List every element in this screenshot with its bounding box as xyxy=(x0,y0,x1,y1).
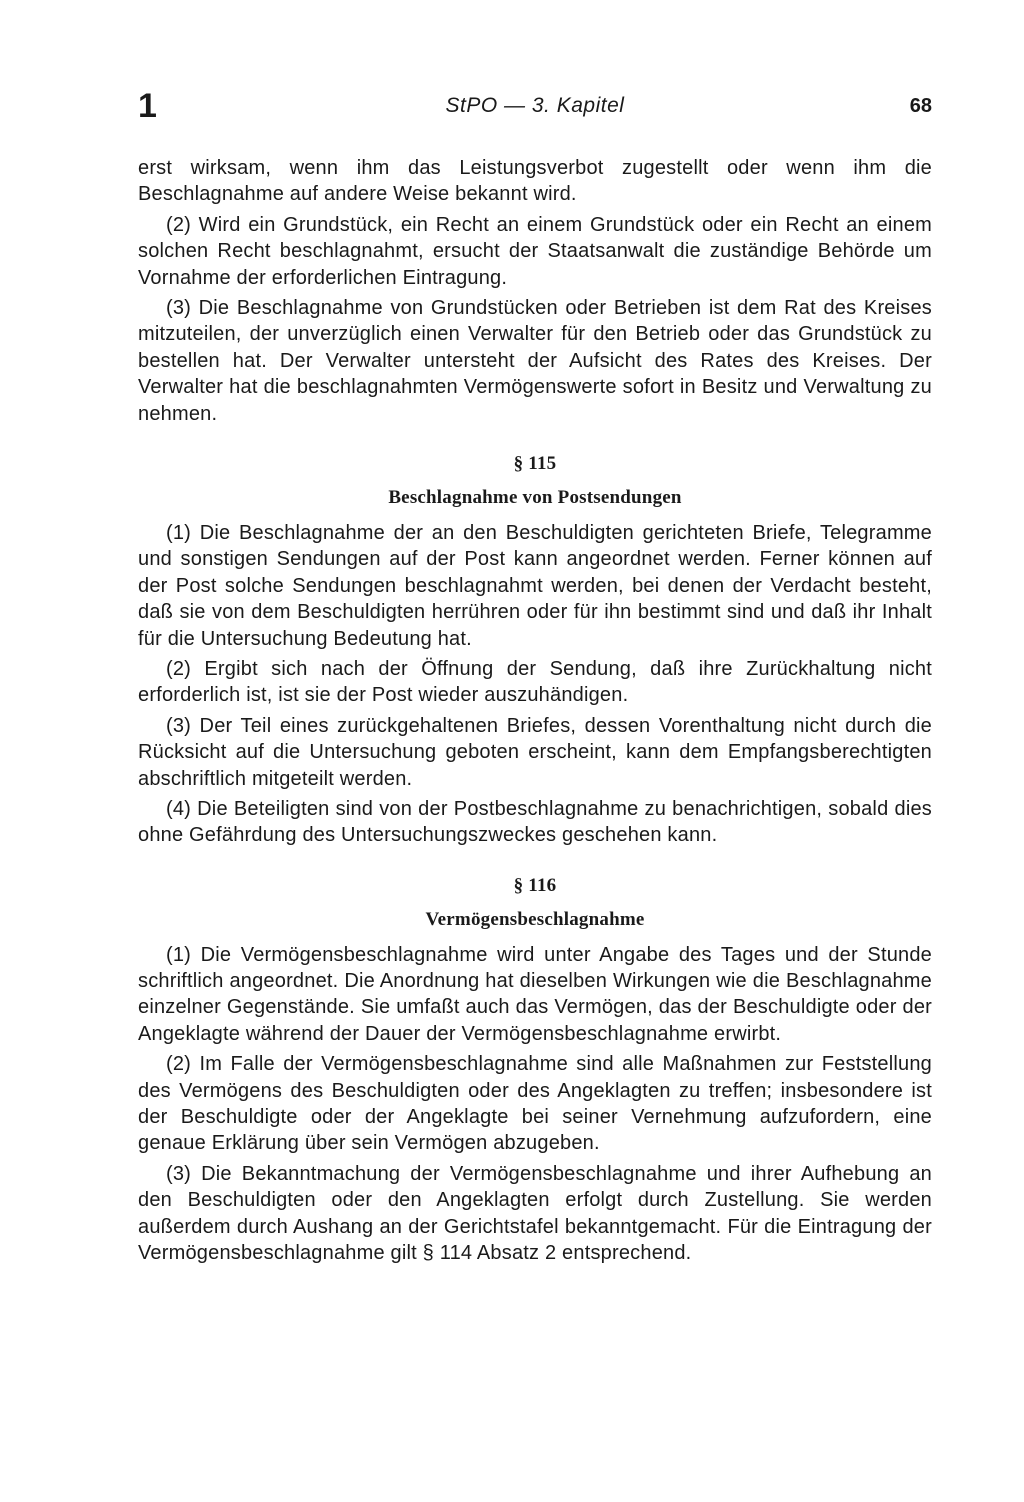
section-116-title: Vermögensbeschlagnahme xyxy=(425,909,645,931)
running-title: StPO — 3. Kapitel xyxy=(445,94,625,117)
paragraph-116-1: (1) Die Vermögensbeschlagnahme wird unter Angabe des Tages und der Stunde schriftlich angeordnet. Die Anordnung hat dieselben Wirkungen wie die Beschlagnahme einzelner Gegenstände. Sie umfaßt auch das Vermögen, das der Beschuldigte oder der Angeklagte während der Dauer der Vermögensbeschlagnahme erwirbt. xyxy=(138,943,932,1045)
paragraph-114-2: (2) Wird ein Grundstück, ein Recht an einem Grundstück oder ein Recht an einem solchen Recht beschlagnahmt, ersucht der Staatsanwalt die zuständige Behörde um Vornahme der erforderlichen Eintragung. xyxy=(138,213,932,289)
paragraph-115-3: (3) Der Teil eines zurückgehaltenen Briefes, dessen Vorenthaltung nicht durch die Rücksicht auf die Untersuchung geboten erscheint, kann dem Empfangsberechtigten abschriftlich mitgeteilt werden. xyxy=(138,714,932,790)
section-116-number: § 116 xyxy=(513,874,557,896)
paragraph-115-2: (2) Ergibt sich nach der Öffnung der Sendung, daß ihre Zurückhaltung nicht erforderlich ist, ist sie der Post wieder auszuhändigen. xyxy=(138,657,932,707)
chapter-number: 1 xyxy=(138,87,157,125)
section-115-title: Beschlagnahme von Postsendungen xyxy=(388,487,682,509)
paragraph-116-2: (2) Im Falle der Vermögensbeschlagnahme sind alle Maßnahmen zur Feststellung des Vermögens des Beschuldigten oder des Angeklagten zu treffen; insbesondere ist der Beschuldigte oder der Angeklagte bei seiner Vernehmung aufzufordern, eine genaue Erklärung über sein Vermögen abzugeben. xyxy=(138,1053,932,1155)
running-header xyxy=(138,86,932,126)
section-115-number: § 115 xyxy=(513,453,557,475)
paragraph-114-3: (3) Die Beschlagnahme von Grundstücken oder Betrieben ist dem Rat des Kreises mitzuteilen, der unverzüglich einen Verwalter für den Betrieb oder das Grundstück zu bestellen hat. Der Verwalter untersteht der Aufsicht des Rates des Kreises. Der Verwalter hat die beschlagnahmten Vermögenswerte sofort in Besitz und Verwaltung zu nehmen. xyxy=(138,297,932,425)
paragraph-continuation: erst wirksam, wenn ihm das Leistungsverbot zugestellt oder wenn ihm die Beschlagnahme auf andere Weise bekannt wird. xyxy=(138,157,932,206)
page-number: 68 xyxy=(909,95,932,117)
paragraph-116-3: (3) Die Bekanntmachung der Vermögensbeschlagnahme und ihrer Aufhebung an den Beschuldigten oder den Angeklagten erfolgt durch Zustellung. Sie werden außerdem durch Aushang an der Gerichtstafel bekanntgemacht. Für die Eintragung der Vermögensbeschlagnahme gilt § 114 Absatz 2 entsprechend. xyxy=(138,1162,932,1265)
page-body xyxy=(138,155,932,1266)
paragraph-115-4: (4) Die Beteiligten sind von der Postbeschlagnahme zu benachrichtigen, sobald dies ohne Gefährdung des Untersuchungszweckes geschehen kann. xyxy=(138,797,932,847)
paragraph-115-1: (1) Die Beschlagnahme der an den Beschuldigten gerichteten Briefe, Telegramme und sonstigen Sendungen auf der Post kann angeordnet werden. Ferner können auf der Post solche Sendungen beschlagnahmt werden, bei denen der Verdacht besteht, daß sie von dem Beschuldigten herrühren oder für ihn bestimmt sind und daß ihr Inhalt für die Untersuchung Bedeutung hat. xyxy=(138,521,932,650)
